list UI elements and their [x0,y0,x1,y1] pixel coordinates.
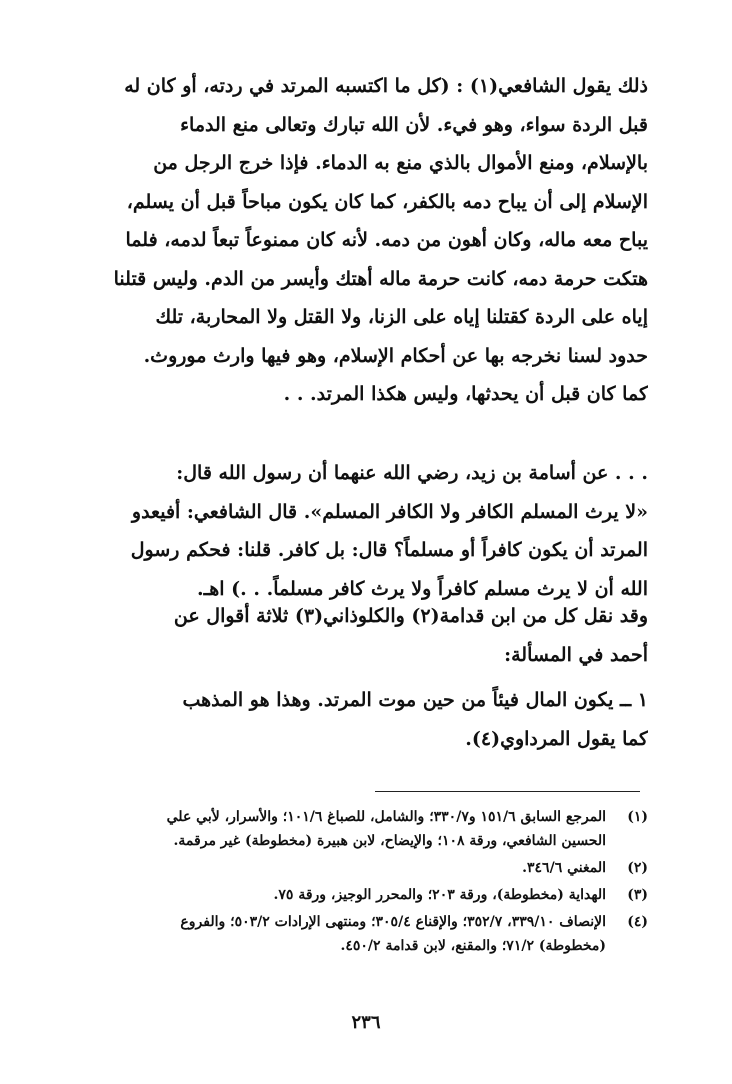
footnote-number: (٣) [627,887,648,903]
footnote-divider [375,791,640,792]
text-line: . . . عن أسامة بن زيد، رضي الله عنهما أن رسول الله قال: [176,462,648,484]
footnote-text [68,883,606,907]
footnote-line: الحسين الشافعي، ورقة ١٠٨؛ والإيضاح، لابن هبيرة (مخطوطة) غير مرقمة. [173,833,606,849]
text-line: ١ ــ يكون المال فيئاً من حين موت المرتد. وهذا هو المذهب [182,689,648,711]
footnote-4 [68,910,648,958]
footnote-number: (١) [627,809,648,825]
text-line: ذلك يقول الشافعي(١) : (كل ما اكتسبه المرتد في ردته، أو كان له [124,75,648,97]
paragraph-shafii-quote [68,67,648,414]
footnote-number: (٤) [627,914,648,930]
text-line: إياه على الردة كقتلنا إياه على الزنا، ولا القتل ولا المحاربة، تلك [155,306,648,328]
footnotes [68,805,648,961]
text-line: المرتد أن يكون كافراً أو مسلماً؟ قال: بل كافر. قلنا: فحكم رسول [130,539,648,561]
text-line: هتكت حرمة دمه، كانت حرمة ماله أهتك وأيسر من الدم. وليس قتلنا [113,267,648,290]
text-line: بالإسلام، ومنع الأموال بالذي منع به الدماء. فإذا خرج الرجل من [153,152,648,174]
text-line: كما كان قبل أن يحدثها، وليس هكذا المرتد. . . [283,383,648,405]
text-line: أحمد في المسألة: [504,643,648,666]
footnote-3 [68,883,648,907]
footnote-text [68,910,606,958]
footnote-line: الهداية (مخطوطة)، ورقة ٢٠٣؛ والمحرر الوجيز، ورقة ٧٥. [273,887,606,903]
paragraph-three-opinions [68,597,648,674]
text-line: يباح معه ماله، وكان أهون من دمه. لأنه كان ممنوعاً تبعاً لدمه، فلما [125,229,648,251]
text-line: وقد نقل كل من ابن قدامة(٢) والكلوذاني(٣) ثلاثة أقوال عن [173,605,648,627]
paragraph-hadith [68,454,648,608]
paragraph-first-opinion [68,681,648,758]
text-line: كما يقول المرداوي(٤). [465,727,648,750]
text-line: قبل الردة سواء، وهو فيء. لأن الله تبارك وتعالى منع الدماء [180,113,648,136]
footnote-2 [68,856,648,880]
text-line: الله أن لا يرث مسلم كافراً ولا يرث كافر مسلماً. . .) اهـ. [197,577,648,600]
text-line: حدود لسنا نخرجه بها عن أحكام الإسلام، وهو فيها وارث موروث. [143,344,648,367]
page-number: ٢٣٦ [351,1012,381,1033]
text-line: «لا يرث المسلم الكافر ولا الكافر المسلم». قال الشافعي: أفيعدو [131,500,648,523]
footnote-line: المغني ٣٤٦/٦. [522,860,606,876]
footnote-line: (مخطوطة) ٧١/٢؛ والمقنع، لابن قدامة ٤٥٠/٢. [340,938,606,954]
footnote-number: (٢) [627,860,648,876]
footnote-text [68,805,606,853]
footnote-line: الإنصاف ٣٣٩/١٠، ٣٥٢/٧؛ والإقناع ٣٠٥/٤؛ ومنتهى الإرادات ٥٠٣/٢؛ والفروع [180,914,606,930]
footnote-line: المرجع السابق ١٥١/٦ و٣٣٠/٧؛ والشامل، للصباغ ١٠١/٦؛ والأسرار، لأبي علي [166,809,606,825]
text-line: الإسلام إلى أن يباح دمه بالكفر، كما كان يكون مباحاً قبل أن يسلم، [126,190,648,213]
footnote-1 [68,805,648,853]
footnote-text [68,856,606,880]
